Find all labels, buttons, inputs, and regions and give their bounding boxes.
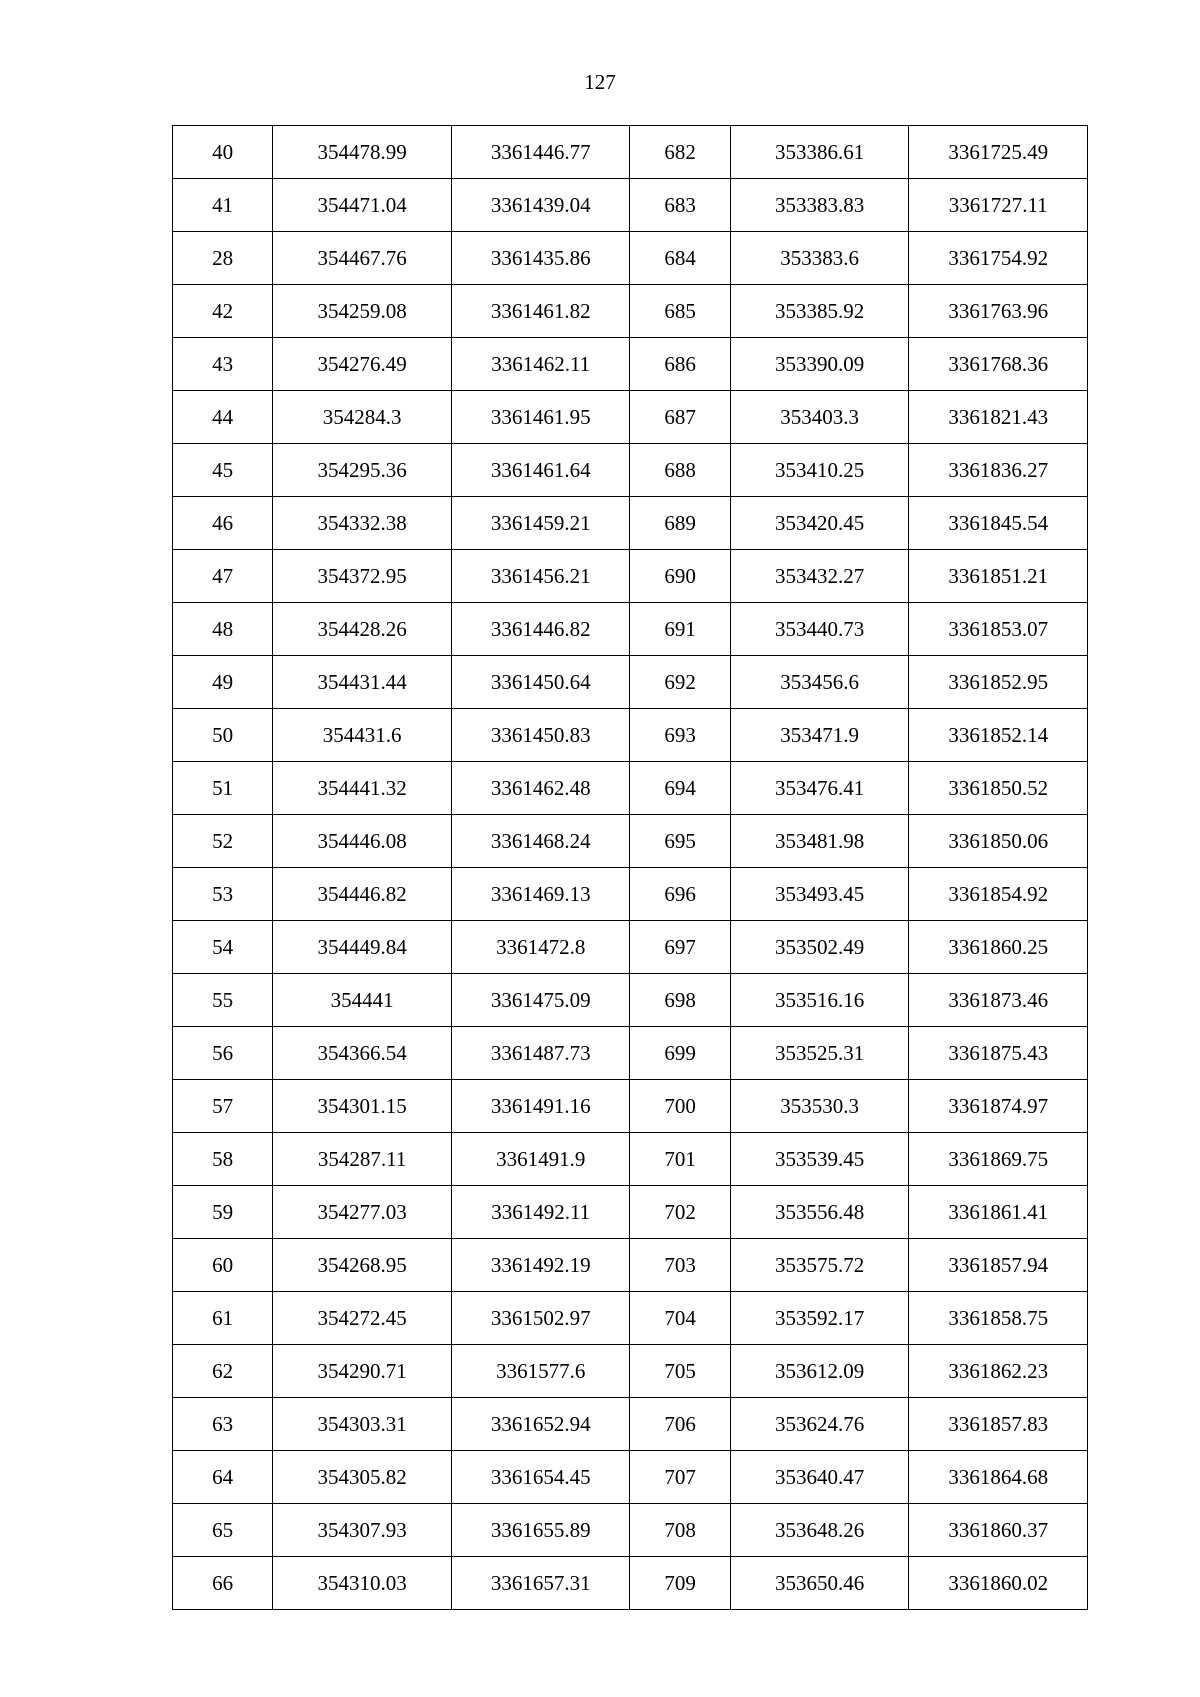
table-body bbox=[173, 126, 1088, 1610]
x-coordinate-cell: 354307.93 bbox=[273, 1504, 452, 1557]
y-coordinate-cell: 3361860.02 bbox=[909, 1557, 1088, 1610]
y-coordinate-cell: 3361873.46 bbox=[909, 974, 1088, 1027]
y-coordinate-cell: 3361655.89 bbox=[451, 1504, 630, 1557]
x-coordinate-cell: 353530.3 bbox=[730, 1080, 909, 1133]
x-coordinate-cell: 354446.08 bbox=[273, 815, 452, 868]
y-coordinate-cell: 3361461.82 bbox=[451, 285, 630, 338]
table-row bbox=[173, 497, 1088, 550]
table-row bbox=[173, 921, 1088, 974]
y-coordinate-cell: 3361874.97 bbox=[909, 1080, 1088, 1133]
y-coordinate-cell: 3361854.92 bbox=[909, 868, 1088, 921]
x-coordinate-cell: 353525.31 bbox=[730, 1027, 909, 1080]
point-id-cell: 60 bbox=[173, 1239, 273, 1292]
y-coordinate-cell: 3361852.14 bbox=[909, 709, 1088, 762]
x-coordinate-cell: 354431.44 bbox=[273, 656, 452, 709]
table-row bbox=[173, 1504, 1088, 1557]
x-coordinate-cell: 354305.82 bbox=[273, 1451, 452, 1504]
x-coordinate-cell: 353386.61 bbox=[730, 126, 909, 179]
table-row bbox=[173, 1080, 1088, 1133]
table-row bbox=[173, 1239, 1088, 1292]
point-id-cell: 64 bbox=[173, 1451, 273, 1504]
point-id-cell: 697 bbox=[630, 921, 730, 974]
y-coordinate-cell: 3361869.75 bbox=[909, 1133, 1088, 1186]
y-coordinate-cell: 3361456.21 bbox=[451, 550, 630, 603]
y-coordinate-cell: 3361459.21 bbox=[451, 497, 630, 550]
x-coordinate-cell: 354272.45 bbox=[273, 1292, 452, 1345]
y-coordinate-cell: 3361652.94 bbox=[451, 1398, 630, 1451]
x-coordinate-cell: 353502.49 bbox=[730, 921, 909, 974]
x-coordinate-cell: 354467.76 bbox=[273, 232, 452, 285]
point-id-cell: 43 bbox=[173, 338, 273, 391]
x-coordinate-cell: 353383.83 bbox=[730, 179, 909, 232]
y-coordinate-cell: 3361462.48 bbox=[451, 762, 630, 815]
x-coordinate-cell: 353592.17 bbox=[730, 1292, 909, 1345]
x-coordinate-cell: 354259.08 bbox=[273, 285, 452, 338]
y-coordinate-cell: 3361727.11 bbox=[909, 179, 1088, 232]
point-id-cell: 704 bbox=[630, 1292, 730, 1345]
point-id-cell: 683 bbox=[630, 179, 730, 232]
point-id-cell: 699 bbox=[630, 1027, 730, 1080]
y-coordinate-cell: 3361725.49 bbox=[909, 126, 1088, 179]
x-coordinate-cell: 354332.38 bbox=[273, 497, 452, 550]
x-coordinate-cell: 353493.45 bbox=[730, 868, 909, 921]
point-id-cell: 54 bbox=[173, 921, 273, 974]
y-coordinate-cell: 3361446.82 bbox=[451, 603, 630, 656]
point-id-cell: 44 bbox=[173, 391, 273, 444]
y-coordinate-cell: 3361654.45 bbox=[451, 1451, 630, 1504]
y-coordinate-cell: 3361462.11 bbox=[451, 338, 630, 391]
x-coordinate-cell: 354268.95 bbox=[273, 1239, 452, 1292]
table-row bbox=[173, 974, 1088, 1027]
y-coordinate-cell: 3361857.83 bbox=[909, 1398, 1088, 1451]
x-coordinate-cell: 354303.31 bbox=[273, 1398, 452, 1451]
point-id-cell: 51 bbox=[173, 762, 273, 815]
point-id-cell: 688 bbox=[630, 444, 730, 497]
y-coordinate-cell: 3361763.96 bbox=[909, 285, 1088, 338]
point-id-cell: 65 bbox=[173, 1504, 273, 1557]
y-coordinate-cell: 3361864.68 bbox=[909, 1451, 1088, 1504]
point-id-cell: 53 bbox=[173, 868, 273, 921]
x-coordinate-cell: 354446.82 bbox=[273, 868, 452, 921]
x-coordinate-cell: 354295.36 bbox=[273, 444, 452, 497]
point-id-cell: 695 bbox=[630, 815, 730, 868]
x-coordinate-cell: 354284.3 bbox=[273, 391, 452, 444]
point-id-cell: 705 bbox=[630, 1345, 730, 1398]
point-id-cell: 28 bbox=[173, 232, 273, 285]
table-row bbox=[173, 232, 1088, 285]
y-coordinate-cell: 3361875.43 bbox=[909, 1027, 1088, 1080]
table-row bbox=[173, 815, 1088, 868]
table-row bbox=[173, 868, 1088, 921]
y-coordinate-cell: 3361754.92 bbox=[909, 232, 1088, 285]
table-row bbox=[173, 126, 1088, 179]
point-id-cell: 55 bbox=[173, 974, 273, 1027]
point-id-cell: 62 bbox=[173, 1345, 273, 1398]
table-row bbox=[173, 1186, 1088, 1239]
point-id-cell: 691 bbox=[630, 603, 730, 656]
point-id-cell: 702 bbox=[630, 1186, 730, 1239]
y-coordinate-cell: 3361861.41 bbox=[909, 1186, 1088, 1239]
point-id-cell: 684 bbox=[630, 232, 730, 285]
point-id-cell: 687 bbox=[630, 391, 730, 444]
y-coordinate-cell: 3361475.09 bbox=[451, 974, 630, 1027]
point-id-cell: 694 bbox=[630, 762, 730, 815]
x-coordinate-cell: 353476.41 bbox=[730, 762, 909, 815]
y-coordinate-cell: 3361446.77 bbox=[451, 126, 630, 179]
point-id-cell: 698 bbox=[630, 974, 730, 1027]
point-id-cell: 701 bbox=[630, 1133, 730, 1186]
x-coordinate-cell: 354277.03 bbox=[273, 1186, 452, 1239]
x-coordinate-cell: 354287.11 bbox=[273, 1133, 452, 1186]
y-coordinate-cell: 3361492.11 bbox=[451, 1186, 630, 1239]
y-coordinate-cell: 3361845.54 bbox=[909, 497, 1088, 550]
x-coordinate-cell: 354441.32 bbox=[273, 762, 452, 815]
x-coordinate-cell: 353556.48 bbox=[730, 1186, 909, 1239]
point-id-cell: 42 bbox=[173, 285, 273, 338]
x-coordinate-cell: 353420.45 bbox=[730, 497, 909, 550]
y-coordinate-cell: 3361858.75 bbox=[909, 1292, 1088, 1345]
y-coordinate-cell: 3361851.21 bbox=[909, 550, 1088, 603]
point-id-cell: 47 bbox=[173, 550, 273, 603]
x-coordinate-cell: 353481.98 bbox=[730, 815, 909, 868]
y-coordinate-cell: 3361439.04 bbox=[451, 179, 630, 232]
x-coordinate-cell: 353624.76 bbox=[730, 1398, 909, 1451]
y-coordinate-cell: 3361852.95 bbox=[909, 656, 1088, 709]
table-row bbox=[173, 444, 1088, 497]
y-coordinate-cell: 3361850.52 bbox=[909, 762, 1088, 815]
table-row bbox=[173, 1133, 1088, 1186]
y-coordinate-cell: 3361487.73 bbox=[451, 1027, 630, 1080]
point-id-cell: 66 bbox=[173, 1557, 273, 1610]
x-coordinate-cell: 354366.54 bbox=[273, 1027, 452, 1080]
x-coordinate-cell: 353648.26 bbox=[730, 1504, 909, 1557]
y-coordinate-cell: 3361450.64 bbox=[451, 656, 630, 709]
y-coordinate-cell: 3361860.37 bbox=[909, 1504, 1088, 1557]
x-coordinate-cell: 353456.6 bbox=[730, 656, 909, 709]
x-coordinate-cell: 353640.47 bbox=[730, 1451, 909, 1504]
table-row bbox=[173, 1398, 1088, 1451]
x-coordinate-cell: 354290.71 bbox=[273, 1345, 452, 1398]
y-coordinate-cell: 3361821.43 bbox=[909, 391, 1088, 444]
point-id-cell: 40 bbox=[173, 126, 273, 179]
x-coordinate-cell: 353385.92 bbox=[730, 285, 909, 338]
y-coordinate-cell: 3361862.23 bbox=[909, 1345, 1088, 1398]
y-coordinate-cell: 3361450.83 bbox=[451, 709, 630, 762]
point-id-cell: 690 bbox=[630, 550, 730, 603]
y-coordinate-cell: 3361657.31 bbox=[451, 1557, 630, 1610]
y-coordinate-cell: 3361768.36 bbox=[909, 338, 1088, 391]
page-number: 127 bbox=[584, 70, 616, 94]
point-id-cell: 59 bbox=[173, 1186, 273, 1239]
point-id-cell: 49 bbox=[173, 656, 273, 709]
table-row bbox=[173, 550, 1088, 603]
x-coordinate-cell: 353440.73 bbox=[730, 603, 909, 656]
table-row bbox=[173, 1557, 1088, 1610]
point-id-cell: 52 bbox=[173, 815, 273, 868]
table-row bbox=[173, 179, 1088, 232]
point-id-cell: 45 bbox=[173, 444, 273, 497]
point-id-cell: 708 bbox=[630, 1504, 730, 1557]
y-coordinate-cell: 3361836.27 bbox=[909, 444, 1088, 497]
point-id-cell: 692 bbox=[630, 656, 730, 709]
x-coordinate-cell: 354478.99 bbox=[273, 126, 452, 179]
point-id-cell: 700 bbox=[630, 1080, 730, 1133]
table-row bbox=[173, 603, 1088, 656]
table-row bbox=[173, 1345, 1088, 1398]
x-coordinate-cell: 354276.49 bbox=[273, 338, 452, 391]
x-coordinate-cell: 354428.26 bbox=[273, 603, 452, 656]
point-id-cell: 50 bbox=[173, 709, 273, 762]
y-coordinate-cell: 3361461.95 bbox=[451, 391, 630, 444]
x-coordinate-cell: 354431.6 bbox=[273, 709, 452, 762]
point-id-cell: 46 bbox=[173, 497, 273, 550]
y-coordinate-cell: 3361857.94 bbox=[909, 1239, 1088, 1292]
table-row bbox=[173, 391, 1088, 444]
table-row bbox=[173, 709, 1088, 762]
point-id-cell: 686 bbox=[630, 338, 730, 391]
point-id-cell: 41 bbox=[173, 179, 273, 232]
point-id-cell: 58 bbox=[173, 1133, 273, 1186]
y-coordinate-cell: 3361860.25 bbox=[909, 921, 1088, 974]
table-row bbox=[173, 762, 1088, 815]
x-coordinate-cell: 354449.84 bbox=[273, 921, 452, 974]
point-id-cell: 56 bbox=[173, 1027, 273, 1080]
y-coordinate-cell: 3361469.13 bbox=[451, 868, 630, 921]
x-coordinate-cell: 354471.04 bbox=[273, 179, 452, 232]
x-coordinate-cell: 353612.09 bbox=[730, 1345, 909, 1398]
point-id-cell: 693 bbox=[630, 709, 730, 762]
point-id-cell: 57 bbox=[173, 1080, 273, 1133]
point-id-cell: 703 bbox=[630, 1239, 730, 1292]
coordinate-table bbox=[172, 125, 1088, 1610]
y-coordinate-cell: 3361502.97 bbox=[451, 1292, 630, 1345]
point-id-cell: 685 bbox=[630, 285, 730, 338]
x-coordinate-cell: 353383.6 bbox=[730, 232, 909, 285]
y-coordinate-cell: 3361577.6 bbox=[451, 1345, 630, 1398]
point-id-cell: 48 bbox=[173, 603, 273, 656]
table-row bbox=[173, 1027, 1088, 1080]
point-id-cell: 709 bbox=[630, 1557, 730, 1610]
point-id-cell: 682 bbox=[630, 126, 730, 179]
x-coordinate-cell: 353410.25 bbox=[730, 444, 909, 497]
x-coordinate-cell: 353471.9 bbox=[730, 709, 909, 762]
y-coordinate-cell: 3361491.9 bbox=[451, 1133, 630, 1186]
point-id-cell: 696 bbox=[630, 868, 730, 921]
y-coordinate-cell: 3361468.24 bbox=[451, 815, 630, 868]
table-row bbox=[173, 656, 1088, 709]
x-coordinate-cell: 354310.03 bbox=[273, 1557, 452, 1610]
x-coordinate-cell: 354301.15 bbox=[273, 1080, 452, 1133]
x-coordinate-cell: 354372.95 bbox=[273, 550, 452, 603]
table-row bbox=[173, 1451, 1088, 1504]
x-coordinate-cell: 353516.16 bbox=[730, 974, 909, 1027]
y-coordinate-cell: 3361472.8 bbox=[451, 921, 630, 974]
point-id-cell: 706 bbox=[630, 1398, 730, 1451]
point-id-cell: 61 bbox=[173, 1292, 273, 1345]
point-id-cell: 689 bbox=[630, 497, 730, 550]
y-coordinate-cell: 3361850.06 bbox=[909, 815, 1088, 868]
x-coordinate-cell: 353432.27 bbox=[730, 550, 909, 603]
x-coordinate-cell: 353575.72 bbox=[730, 1239, 909, 1292]
y-coordinate-cell: 3361435.86 bbox=[451, 232, 630, 285]
point-id-cell: 707 bbox=[630, 1451, 730, 1504]
y-coordinate-cell: 3361491.16 bbox=[451, 1080, 630, 1133]
y-coordinate-cell: 3361492.19 bbox=[451, 1239, 630, 1292]
table-row bbox=[173, 285, 1088, 338]
x-coordinate-cell: 354441 bbox=[273, 974, 452, 1027]
x-coordinate-cell: 353403.3 bbox=[730, 391, 909, 444]
table-row bbox=[173, 338, 1088, 391]
y-coordinate-cell: 3361853.07 bbox=[909, 603, 1088, 656]
table-row bbox=[173, 1292, 1088, 1345]
y-coordinate-cell: 3361461.64 bbox=[451, 444, 630, 497]
x-coordinate-cell: 353650.46 bbox=[730, 1557, 909, 1610]
x-coordinate-cell: 353390.09 bbox=[730, 338, 909, 391]
point-id-cell: 63 bbox=[173, 1398, 273, 1451]
x-coordinate-cell: 353539.45 bbox=[730, 1133, 909, 1186]
